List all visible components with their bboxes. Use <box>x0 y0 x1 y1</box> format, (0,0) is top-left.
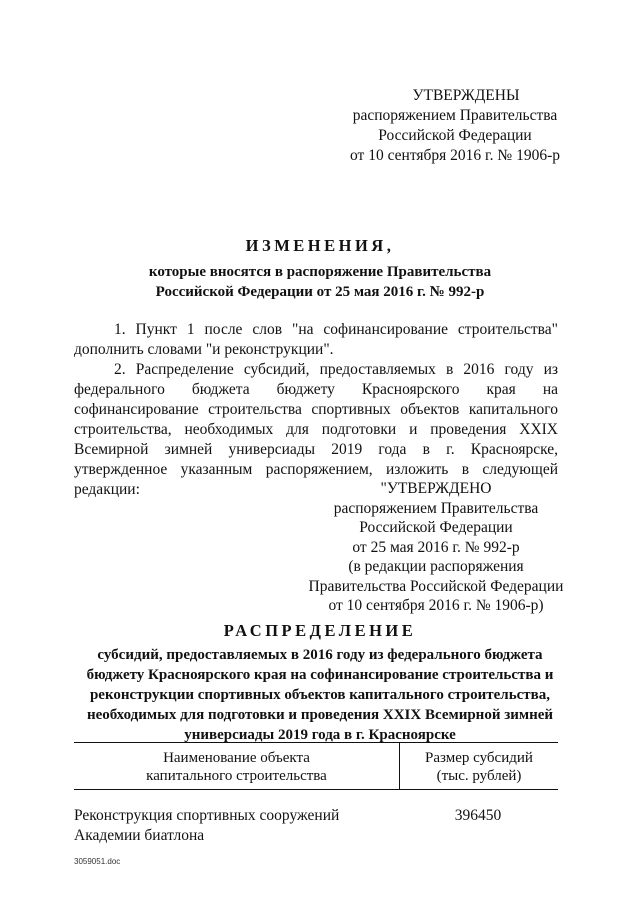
approval-stamp-2 <box>296 479 576 616</box>
approval-line: от 25 мая 2016 г. № 992-р <box>352 538 520 556</box>
distribution-subtitle-line: универсиады 2019 года в г. Красноярске <box>184 727 456 743</box>
distribution-subtitle <box>74 645 566 745</box>
table-header <box>74 743 558 789</box>
column-header-line: капитального строительства <box>146 768 327 784</box>
column-header-line: Размер субсидий <box>425 750 533 766</box>
approval-line: распоряжением Правительства <box>333 499 539 517</box>
column-header-amount <box>400 743 558 789</box>
column-header-object <box>74 743 400 789</box>
amount-cell: 396450 <box>454 807 502 824</box>
distribution-subtitle-line: субсидий, предоставляемых в 2016 году из федерального бюджета <box>97 647 543 663</box>
body-text <box>74 320 558 500</box>
changes-subtitle <box>100 262 540 302</box>
object-name-line: Реконструкция спортивных сооружений <box>74 807 340 824</box>
distribution-subtitle-line: реконструкции спортивных объектов капитального строительства, <box>89 687 551 703</box>
file-reference: 3059051.doc <box>74 857 121 866</box>
distribution-subtitle-line: бюджету Красноярского края на софинансирование строительства и <box>86 667 554 683</box>
subsidy-table <box>74 742 558 846</box>
approval-title: УТВЕРЖДЕНЫ <box>412 87 520 104</box>
approval-line: Российской Федерации <box>378 127 532 144</box>
paragraph-2: 2. Распределение субсидий, предоставляемых в 2016 году из федерального бюджета бюджету Красноярского края на софинансирование строительства спортивных объектов капитального строительства, необходимых для подготовки и проведения XXIX Всемирной зимней универсиады 2019 года в г. Красноярске, утвержденное указанным распоряжением, изложить в следующей редакции: <box>74 361 558 498</box>
approval-line: "УТВЕРЖДЕНО <box>380 480 492 497</box>
approval-stamp <box>330 86 580 166</box>
approval-line: от 10 сентября 2016 г. № 1906-р) <box>328 597 544 614</box>
distribution-heading: РАСПРЕДЕЛЕНИЕ <box>223 621 417 640</box>
approval-line: от 10 сентября 2016 г. № 1906-р <box>350 147 560 164</box>
column-header-line: Наименование объекта <box>163 750 310 766</box>
approval-line: распоряжением Правительства <box>352 107 558 124</box>
changes-subtitle-line: которые вносятся в распоряжение Правительства <box>148 264 492 280</box>
changes-heading: ИЗМЕНЕНИЯ, <box>245 236 395 255</box>
column-header-line: (тыс. рублей) <box>436 768 522 784</box>
table-header-rule <box>74 789 558 790</box>
object-name-line: Академии биатлона <box>74 827 205 844</box>
table-row <box>74 806 558 846</box>
object-name-cell <box>74 806 399 846</box>
changes-subtitle-line: Российской Федерации от 25 мая 2016 г. № 992-р <box>155 284 485 300</box>
approval-line: Правительства Российской Федерации <box>308 577 564 595</box>
approval-line: Российской Федерации <box>359 519 513 536</box>
approval-line: (в редакции распоряжения <box>348 558 524 575</box>
paragraph-1: 1. Пункт 1 после слов "на софинансирование строительства" дополнить словами "и реконструкции". <box>74 321 558 358</box>
distribution-subtitle-line: необходимых для подготовки и проведения XXIX Всемирной зимней <box>86 707 554 723</box>
